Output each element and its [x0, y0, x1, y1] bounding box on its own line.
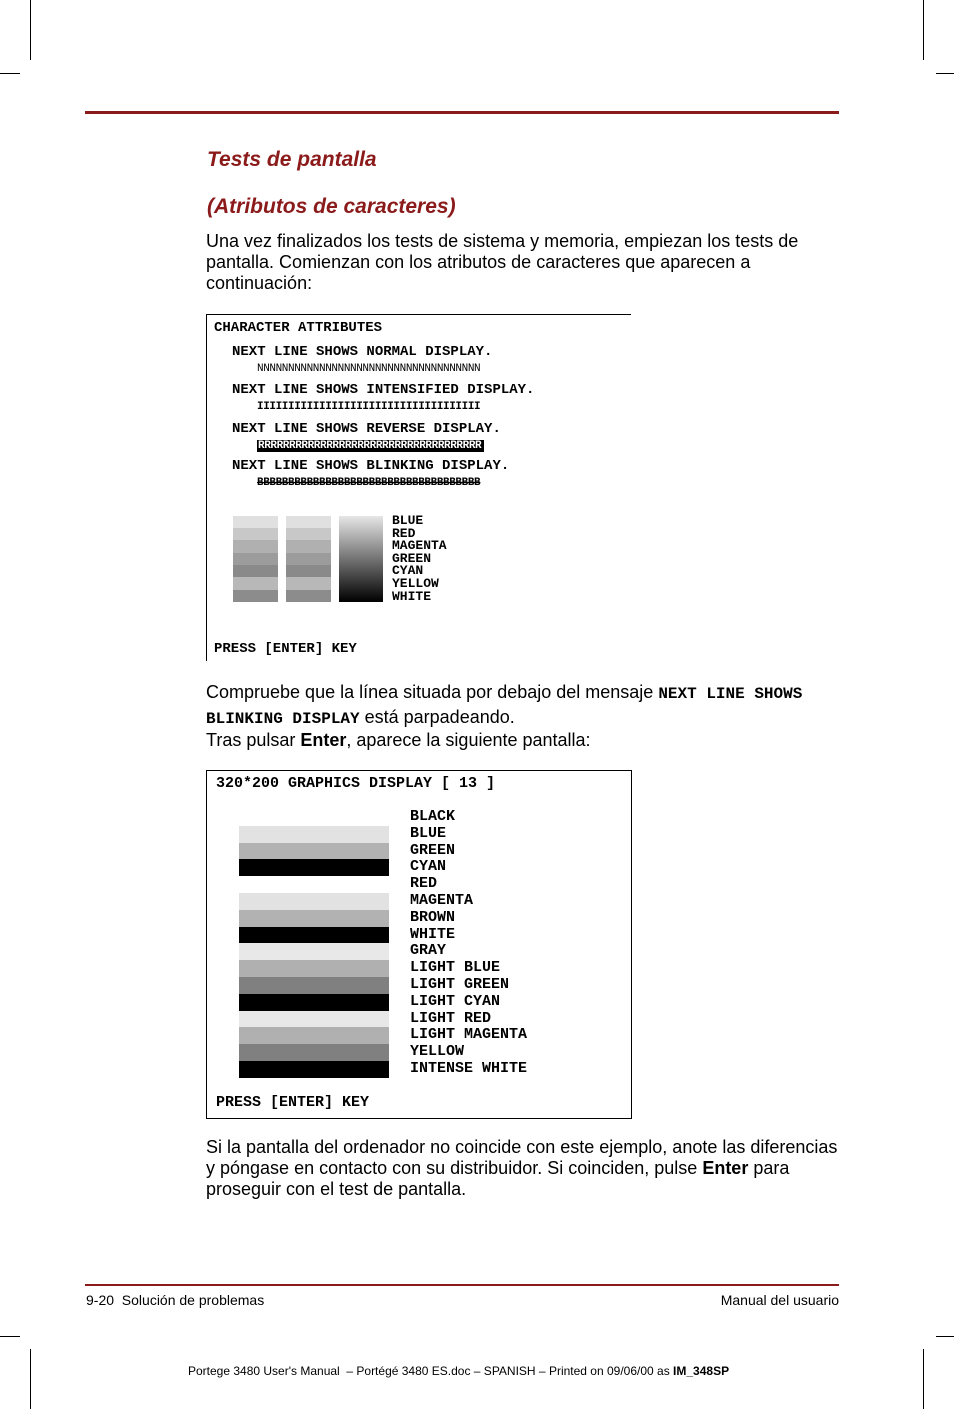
blinking-label: NEXT LINE SHOWS BLINKING DISPLAY.	[232, 458, 510, 474]
graphics-color-bar	[239, 876, 389, 893]
graphics-color-bar	[239, 960, 389, 977]
closing-text-after: para proseguir con el test de pantalla.	[206, 1158, 790, 1199]
graphics-color-list	[410, 809, 527, 1078]
section-subtitle: (Atributos de caracteres)	[207, 195, 456, 218]
attribute-color-item: WHITE	[392, 588, 432, 604]
normal-sample: NNNNNNNNNNNNNNNNNNNNNNNNNNNNNNNNNNNN	[257, 363, 481, 375]
check-text-after: está parpadeando.	[359, 707, 515, 727]
footer-page-section: 9-20 Solución de problemas	[86, 1292, 265, 1308]
graphics-color-bar	[239, 977, 389, 994]
attribute-color-item: YELLOW	[392, 575, 439, 591]
graphics-color-item: BROWN	[410, 908, 456, 926]
check-code: NEXT LINE SHOWS BLINKING DISPLAY	[206, 685, 803, 728]
check-text-before: Compruebe que la línea situada por debajo del mensaje	[206, 682, 659, 702]
graphics-color-item: LIGHT MAGENTA	[410, 1026, 528, 1044]
graphics-color-bar	[239, 1061, 389, 1078]
graphics-color-bar	[239, 843, 389, 860]
graphics-color-item: LIGHT GREEN	[410, 975, 510, 993]
intro-paragraph: Una vez finalizados los tests de sistema y memoria, empiezan los tests de pantalla. Comienzan con los atributos de caracteres que aparecen a continuación:	[206, 231, 799, 293]
graphics-color-bar	[239, 1027, 389, 1044]
print-text: Portege 3480 User's Manual – Portégé 3480 ES.doc – SPANISH – Printed on 09/06/00 as	[188, 1364, 674, 1378]
crop-mark	[936, 73, 954, 74]
graphics-color-bar	[239, 859, 389, 876]
graphics-color-bar	[239, 910, 389, 927]
reverse-label: NEXT LINE SHOWS REVERSE DISPLAY.	[232, 421, 501, 437]
press-enter-prompt: PRESS [ENTER] KEY	[214, 641, 357, 657]
graphics-color-bar	[239, 1011, 389, 1028]
crop-mark	[0, 1336, 20, 1337]
attribute-color-item: RED	[392, 525, 416, 541]
next-text-before: Tras pulsar	[206, 730, 301, 750]
crop-mark	[30, 1349, 31, 1409]
screen2-title: 320*200 GRAPHICS DISPLAY [ 13 ]	[216, 775, 496, 792]
graphics-color-bar	[239, 1044, 389, 1061]
closing-paragraph	[206, 1137, 846, 1200]
screen-title: CHARACTER ATTRIBUTES	[214, 320, 383, 336]
footer-rule	[85, 1284, 839, 1286]
graphics-color-item: BLUE	[410, 824, 447, 842]
attribute-color-item: CYAN	[392, 563, 424, 579]
graphics-color-item: GRAY	[410, 942, 447, 960]
reverse-sample: RRRRRRRRRRRRRRRRRRRRRRRRRRRRRRRRRRRR	[257, 440, 484, 452]
graphics-color-item: GREEN	[410, 841, 456, 859]
print-info	[188, 1364, 729, 1378]
next-paragraph	[206, 730, 846, 751]
graphics-color-bar	[239, 994, 389, 1011]
intensified-sample: IIIIIIIIIIIIIIIIIIIIIIIIIIIIIIIIIIII	[257, 401, 481, 413]
crop-mark	[0, 73, 20, 74]
graphics-color-item: BLACK	[410, 808, 456, 825]
crop-mark	[30, 0, 31, 60]
enter-key: Enter	[300, 730, 347, 750]
attribute-color-item: BLUE	[392, 513, 424, 528]
check-paragraph	[206, 681, 846, 731]
blinking-sample: BBBBBBBBBBBBBBBBBBBBBBBBBBBBBBBBBBBB	[257, 477, 481, 489]
graphics-color-item: LIGHT CYAN	[410, 992, 501, 1010]
graphics-color-item: RED	[410, 875, 438, 893]
attribute-color-item: MAGENTA	[392, 538, 447, 554]
graphics-color-item: WHITE	[410, 925, 456, 943]
graphics-color-bar	[239, 943, 389, 960]
attribute-color-list	[392, 515, 447, 603]
graphics-color-item: MAGENTA	[410, 891, 474, 909]
graphics-color-item: LIGHT BLUE	[410, 959, 501, 977]
header-rule	[85, 111, 839, 114]
print-code: IM_348SP	[673, 1364, 730, 1378]
page-title: Tests de pantalla	[207, 148, 377, 171]
crop-mark	[923, 1349, 924, 1409]
crop-mark	[936, 1336, 954, 1337]
footer-manual-title: Manual del usuario	[720, 1292, 839, 1308]
enter-key-2: Enter	[702, 1158, 749, 1178]
press-enter-prompt-2: PRESS [ENTER] KEY	[216, 1094, 370, 1111]
attribute-color-item: GREEN	[392, 550, 432, 566]
graphics-color-item: LIGHT RED	[410, 1009, 492, 1027]
normal-label: NEXT LINE SHOWS NORMAL DISPLAY.	[232, 344, 493, 360]
graphics-color-bar	[239, 893, 389, 910]
graphics-color-item: CYAN	[410, 858, 447, 876]
crop-mark	[923, 0, 924, 60]
intensified-label: NEXT LINE SHOWS INTENSIFIED DISPLAY.	[232, 382, 535, 398]
graphics-color-bar	[239, 809, 389, 826]
graphics-color-item: INTENSE WHITE	[410, 1059, 528, 1077]
closing-text-before: Si la pantalla del ordenador no coincide con este ejemplo, anote las diferencias y póngase en contacto con su distribuidor. Si coinciden, pulse	[206, 1137, 838, 1178]
character-attributes-screen	[206, 314, 631, 661]
gradient-swatch	[339, 516, 383, 602]
graphics-color-item: YELLOW	[410, 1043, 465, 1061]
graphics-color-bar	[239, 927, 389, 944]
graphics-color-bar	[239, 826, 389, 843]
graphics-display-screen	[206, 770, 632, 1119]
next-text-after: , aparece la siguiente pantalla:	[346, 730, 591, 750]
